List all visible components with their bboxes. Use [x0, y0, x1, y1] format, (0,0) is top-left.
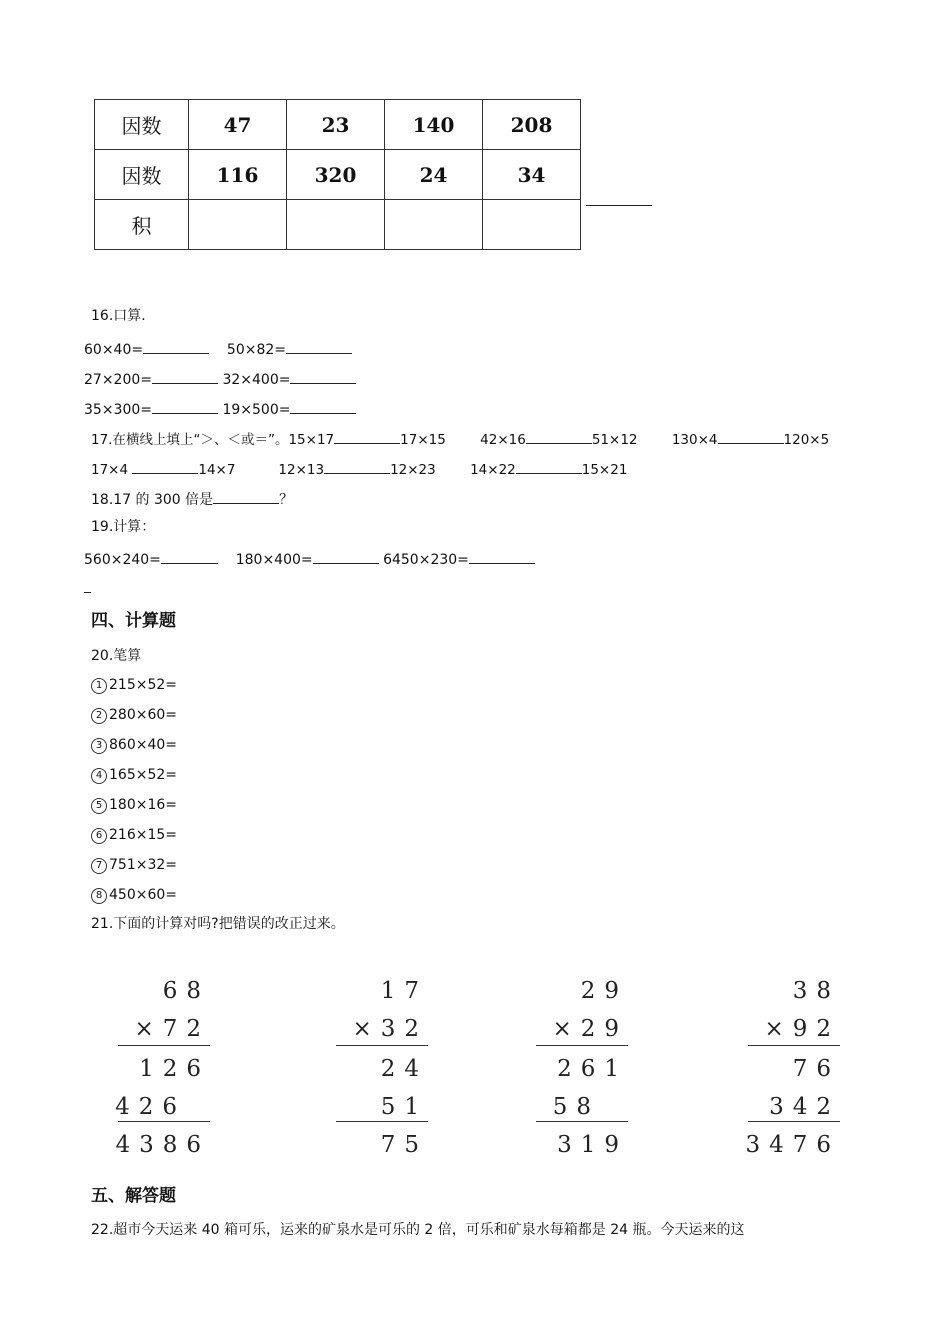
- answer-blank[interactable]: [324, 459, 390, 474]
- list-item: [91, 856, 177, 874]
- expression: 60×40=: [84, 342, 144, 358]
- expression: 42×16: [480, 432, 526, 448]
- list-item: [91, 766, 177, 784]
- multiplier: ×29: [552, 1016, 628, 1042]
- multiplier: ×72: [134, 1016, 210, 1042]
- multiplier: ×92: [764, 1016, 840, 1042]
- expression: 50×82=: [226, 342, 286, 358]
- table-cell: 140: [385, 100, 483, 150]
- list-item: [91, 736, 177, 754]
- multiplier: ×32: [352, 1016, 428, 1042]
- section-heading: 四、计算题: [91, 611, 176, 631]
- rule-line: [118, 1045, 210, 1046]
- answer-cell[interactable]: [483, 200, 581, 250]
- q17-line1: [91, 429, 829, 449]
- q16-title: 16.口算.: [91, 308, 146, 324]
- rule-line: [336, 1121, 428, 1122]
- circled-number: 8: [91, 888, 107, 904]
- list-item: [91, 706, 177, 724]
- factor-table: [94, 99, 581, 250]
- q21-title: 21.下面的计算对吗?把错误的改正过来。: [91, 916, 345, 932]
- multiplicand: 38: [792, 978, 840, 1004]
- q22-text: 22.超市今天运来 40 箱可乐，运来的矿泉水是可乐的 2 倍，可乐和矿泉水每箱都是 24 瓶。今天运来的这: [91, 1222, 745, 1238]
- q19-line: [84, 549, 535, 569]
- expression: 12×13: [278, 462, 325, 478]
- rule-line: [118, 1121, 210, 1122]
- list-item: [91, 676, 177, 694]
- answer-cell[interactable]: [287, 200, 385, 250]
- expression: 17×15: [400, 432, 446, 448]
- table-row: [95, 150, 581, 200]
- table-cell: 23: [287, 100, 385, 150]
- partial-product: 51: [380, 1094, 428, 1120]
- stray-rule: [84, 592, 91, 593]
- partial-product: 426: [115, 1094, 186, 1120]
- circled-number: 4: [91, 768, 107, 784]
- expression: 27×200=: [84, 372, 152, 388]
- expression: 12×23: [390, 462, 436, 478]
- answer-blank[interactable]: [152, 399, 218, 414]
- circled-number: 6: [91, 828, 107, 844]
- multiplicand: 17: [380, 978, 428, 1004]
- table-cell: 34: [483, 150, 581, 200]
- answer-blank[interactable]: [290, 369, 356, 384]
- multiplicand: 68: [162, 978, 210, 1004]
- expression: 180×16=: [109, 797, 177, 813]
- vertical-multiplication: [518, 978, 628, 1163]
- answer-blank[interactable]: [469, 549, 535, 564]
- q19-title: 19.计算：: [91, 519, 156, 535]
- answer-cell[interactable]: [385, 200, 483, 250]
- q17-prefix: 17.在横线上填上“＞、＜或＝”。: [91, 432, 289, 448]
- circled-number: 3: [91, 738, 107, 754]
- expression: 280×60=: [109, 707, 177, 723]
- table-cell: 116: [189, 150, 287, 200]
- partial-product: 342: [769, 1094, 840, 1120]
- q20-title: 20.笔算: [91, 648, 142, 664]
- table-cell: 24: [385, 150, 483, 200]
- answer-blank[interactable]: [286, 339, 352, 354]
- q18-suffix: ？: [279, 492, 294, 508]
- expression: 560×240=: [84, 552, 161, 568]
- rule-line: [748, 1121, 840, 1122]
- expression: 165×52=: [109, 767, 177, 783]
- rule-line: [536, 1045, 628, 1046]
- q18-prefix: 18.17 的 300 倍是: [91, 492, 214, 508]
- list-item: [91, 886, 177, 904]
- partial-product: 76: [792, 1056, 840, 1082]
- table-cell: 47: [189, 100, 287, 150]
- expression: 51×12: [591, 432, 638, 448]
- list-item: [91, 796, 177, 814]
- circled-number: 2: [91, 708, 107, 724]
- rule-line: [336, 1045, 428, 1046]
- answer-blank[interactable]: [143, 339, 209, 354]
- expression: 14×22: [470, 462, 516, 478]
- vertical-multiplication: [318, 978, 428, 1163]
- table-cell: 208: [483, 100, 581, 150]
- expression: 17×4: [91, 462, 133, 478]
- expression: 180×400=: [235, 552, 313, 568]
- section-heading: 五、解答题: [91, 1186, 176, 1206]
- multiplicand: 29: [580, 978, 628, 1004]
- expression: 215×52=: [109, 677, 177, 693]
- table-row: [95, 100, 581, 150]
- answer-blank[interactable]: [213, 489, 279, 504]
- product: 4386: [115, 1132, 210, 1158]
- expression: 6450×230=: [383, 552, 469, 568]
- q18: [91, 489, 293, 509]
- circled-number: 1: [91, 678, 107, 694]
- expression: 120×5: [783, 432, 830, 448]
- circled-number: 7: [91, 858, 107, 874]
- table-cell: 320: [287, 150, 385, 200]
- expression: 35×300=: [84, 402, 152, 418]
- row-label: 积: [95, 200, 189, 250]
- q16-line: [84, 339, 352, 359]
- answer-blank[interactable]: [516, 459, 582, 474]
- vertical-multiplication: [100, 978, 210, 1163]
- vertical-multiplication: [730, 978, 840, 1163]
- partial-product: 126: [139, 1056, 210, 1082]
- answer-blank[interactable]: [290, 399, 356, 414]
- expression: 130×4: [671, 432, 718, 448]
- expression: 15×21: [581, 462, 628, 478]
- answer-blank[interactable]: [334, 429, 400, 444]
- answer-blank[interactable]: [718, 429, 784, 444]
- row-label: 因数: [95, 150, 189, 200]
- expression: 32×400=: [222, 372, 291, 388]
- rule-line: [536, 1121, 628, 1122]
- expression: 860×40=: [109, 737, 177, 753]
- answer-cell[interactable]: [189, 200, 287, 250]
- answer-blank[interactable]: [526, 429, 592, 444]
- expression: 14×7: [198, 462, 236, 478]
- answer-blank[interactable]: [132, 459, 198, 474]
- q17-line2: [91, 459, 627, 479]
- table-row: [95, 200, 581, 250]
- partial-product: 58: [552, 1094, 600, 1120]
- rule-line: [748, 1045, 840, 1046]
- q16-line: [84, 369, 356, 389]
- expression: 216×15=: [109, 827, 177, 843]
- partial-product: 261: [557, 1056, 628, 1082]
- product: 75: [380, 1132, 428, 1158]
- product: 319: [557, 1132, 628, 1158]
- partial-product: 24: [380, 1056, 428, 1082]
- list-item: [91, 826, 177, 844]
- expression: 19×500=: [222, 402, 291, 418]
- q16-line: [84, 399, 356, 419]
- answer-blank[interactable]: [152, 369, 218, 384]
- expression: 450×60=: [109, 887, 177, 903]
- answer-blank[interactable]: [313, 549, 379, 564]
- row-label: 因数: [95, 100, 189, 150]
- expression: 751×32=: [109, 857, 177, 873]
- expression: 15×17: [288, 432, 335, 448]
- circled-number: 5: [91, 798, 107, 814]
- table-answer-blank[interactable]: [586, 205, 652, 206]
- answer-blank[interactable]: [161, 549, 218, 564]
- product: 3476: [745, 1132, 840, 1158]
